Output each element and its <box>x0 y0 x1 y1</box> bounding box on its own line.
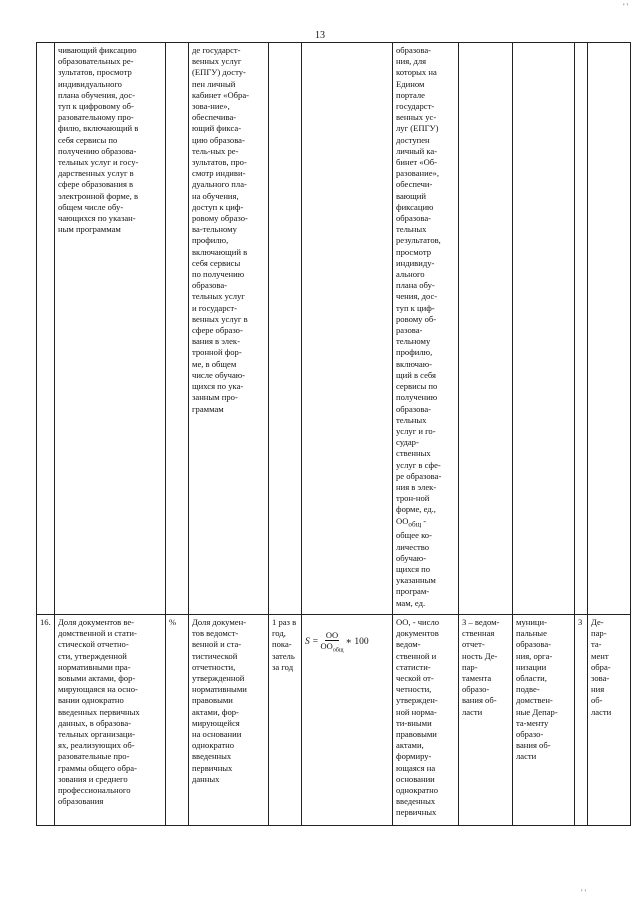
cell-indicator-name: чивающий фиксацию образовательных ре- зультатов, просмотр индивидуального плана обучения, дос- туп к цифровому об- разовательному про- филю, включающий в себя сервисы по получению образова- тельных услуг и госу- дарственных услуг в сфере образования в электронной форме, в общем числе обу- чающихся по указан- ным программам <box>55 43 166 615</box>
cell-code <box>575 43 588 615</box>
cell-period: 1 раз в год, пока- затель за год <box>269 615 302 826</box>
cell-department: Де- пар- та- мент обра- зова- ния об- ласти <box>588 615 631 826</box>
cell-indicator-name: Доля документов ве- домственной и стати- стической отчетно- сти, утвержденной нормативными пра- вовыми актами, фор- мирующаяся на осно- вании однократно введенных первичных данных, в образова- тельных организаци- ях, реализующих об- разовательные про- граммы общего обра- зования и среднего профессионального образования <box>55 615 166 826</box>
formula-rhs: ∗ 100 <box>345 637 369 648</box>
formula-fraction <box>321 630 344 656</box>
table-row <box>37 43 631 615</box>
cell-department <box>588 43 631 615</box>
basic-subscript: общ <box>408 520 422 529</box>
cell-responsible: муници- пальные образова- ния, орга- низации области, подве- домствен- ные Депар- та-менту образо- вания об- ласти <box>513 615 575 826</box>
formula-den-base: ОО <box>320 641 333 652</box>
formula-numerator: ОО <box>325 630 339 641</box>
cell-code: 3 <box>575 615 588 826</box>
corner-mark-bottom: ' ' <box>581 888 586 897</box>
formula-den-subscript: общ <box>332 647 344 654</box>
table-row <box>37 615 631 826</box>
cell-number <box>37 43 55 615</box>
cell-source <box>459 43 513 615</box>
cell-period <box>269 43 302 615</box>
cell-basic-indicators: ОО, - число документов ведом- ственной и статисти- ческой от- четности, утвержден- ной норма- ти-вными правовыми актами, формиру- ющаяся на основании однократно введенных первичных <box>393 615 459 826</box>
page-number: 13 <box>315 30 325 41</box>
formula-denominator <box>321 641 344 656</box>
indicator-table <box>36 42 631 826</box>
cell-unit: % <box>166 615 189 826</box>
formula-lhs: S = <box>305 637 319 648</box>
cell-definition: Доля докумен- тов ведомст- венной и ста- тистической отчетности, утвержденной нормативными правовыми актами, фор- мирующейся на основании однократно введенных первичных данных <box>189 615 269 826</box>
cell-responsible <box>513 43 575 615</box>
basic-text-tail: - общее ко- личество обучаю- щихся по указанным програм- мам, ед. <box>396 515 436 608</box>
cell-number: 16. <box>37 615 55 826</box>
formula <box>305 628 390 656</box>
cell-basic-indicators <box>393 43 459 615</box>
cell-source: 3 – ведом- ственная отчет- ность Де- пар- тамента образо- вания об- ласти <box>459 615 513 826</box>
corner-mark-top: ' ' <box>623 2 628 11</box>
cell-formula <box>302 615 393 826</box>
cell-definition: де государст- венных услуг (ЕПГУ) досту- пен личный кабинет «Обра- зова-ние», обеспечива- ющий фикса- цию образова- тель-ных ре- зультатов, про- смотр индиви- дуального пла- на обучения, доступ к циф- ровому образо- ва-тельному профилю, включающий в себя сервисы по получению образова- тельных услуг и государст- венных услуг в сфере образо- вания в элек- тронной фор- ме, в общем числе обучаю- щихся по ука- занным про- граммам <box>189 43 269 615</box>
cell-unit <box>166 43 189 615</box>
cell-formula <box>302 43 393 615</box>
basic-text: образова- ния, для которых на Едином портале государст- венных ус- луг (ЕПГУ) доступен личный ка- бинет «Об- разование», обеспечи- вающий фиксацию образова- тельных результатов, просмотр индивиду- ального плана обу- чения, дос- туп к циф- ровому об- разова- тельному профилю, включаю- щий в себя сервисы по получению образова- тельных услуг и го- судар- ственных услуг в сфе- ре образова- ния в элек- трон-ной форме, ед., ОО <box>396 45 442 526</box>
